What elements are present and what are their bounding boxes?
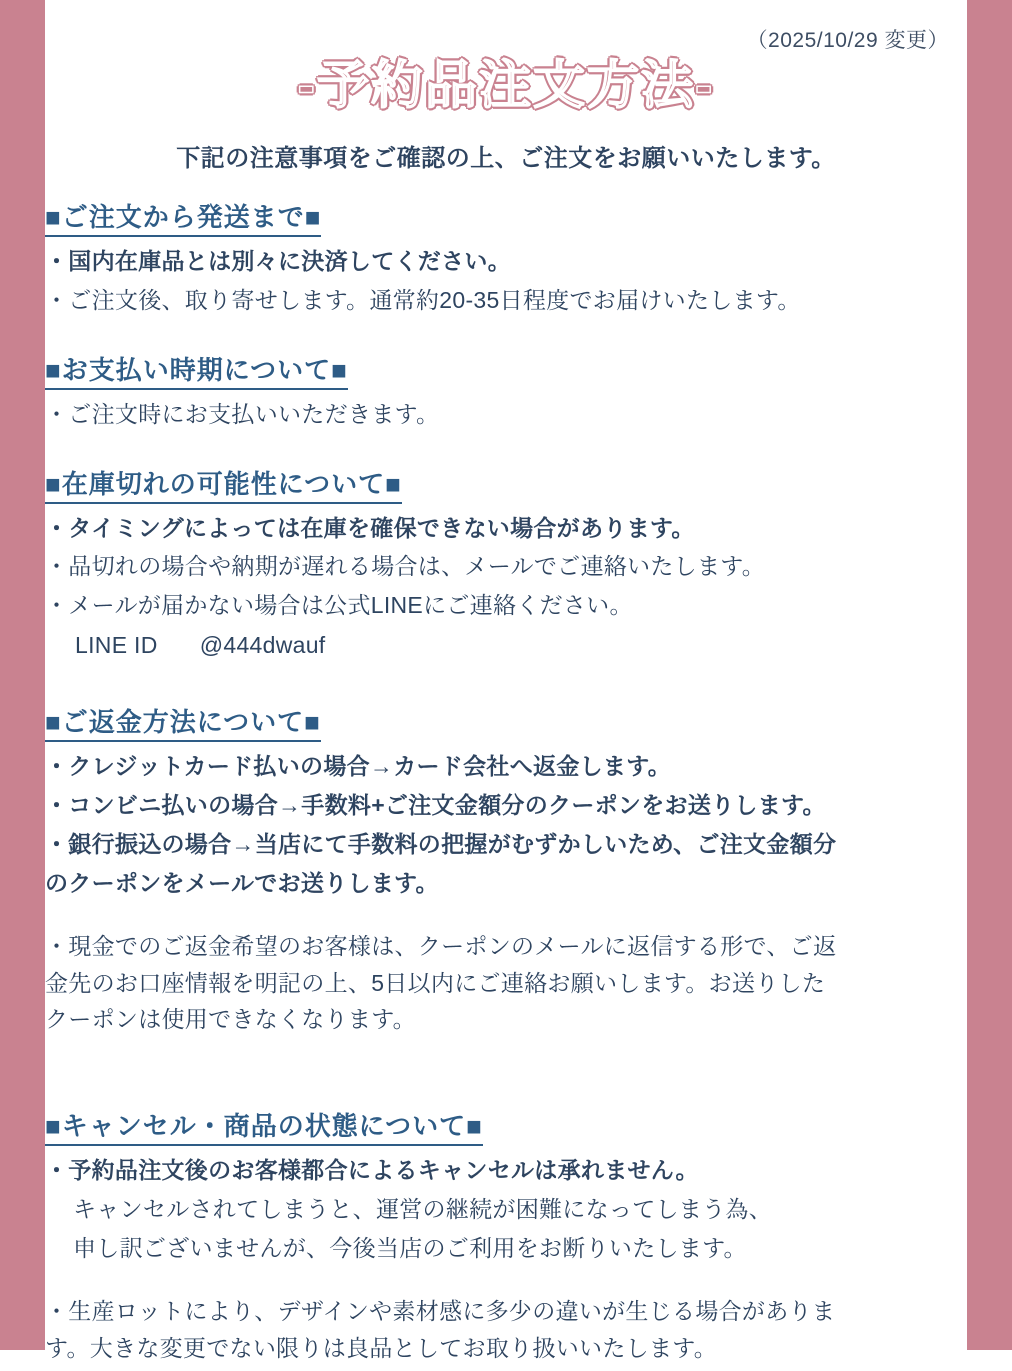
section-line: ・ご注文時にお支払いいただきます。 [45, 400, 440, 427]
section-line: のクーポンをメールでお送りします。 [45, 869, 439, 896]
page-subtitle: 下記の注意事項をご確認の上、ご注文をお願いいたします。 [176, 145, 836, 172]
section-line: ・ご注文後、取り寄せします。通常約20-35日程度でお届けいたします。 [45, 286, 801, 313]
section-line: ・予約品注文後のお客様都合によるキャンセルは承れません。 [45, 1157, 699, 1184]
section-line: ・銀行振込の場合→当店にて手数料の把握がむずかしいため、ご注文金額分 [45, 830, 837, 857]
section-order-to-shipping [45, 200, 982, 319]
section-note-line: 金先のお口座情報を明記の上、5日以内にご連絡お願いします。お送りした [45, 969, 826, 996]
left-decorative-band [0, 0, 45, 1350]
page-title: -予約品注文方法- [297, 57, 715, 115]
section-line: ・タイミングによっては在庫を確保できない場合があります。 [45, 514, 695, 541]
section-refund-method [45, 705, 982, 1037]
section-line: ・国内在庫品とは別々に決済してください。 [45, 248, 511, 275]
section-line: ・クレジットカード払いの場合→カード会社へ返金します。 [45, 753, 671, 780]
section-line: 申し訳ございませんが、今後当店のご利用をお断りいたします。 [73, 1234, 747, 1261]
line-id-row [45, 626, 982, 665]
section-payment-timing [45, 353, 982, 433]
section-cancellation-and-condition [45, 1109, 982, 1365]
line-id-label: LINE ID [75, 632, 158, 659]
section-line: キャンセルされてしまうと、運営の継続が困難になってしまう為、 [73, 1195, 772, 1222]
section-line: ・メールが届かない場合は公式LINEにご連絡ください。 [45, 592, 633, 619]
paragraph-spacer [45, 1268, 982, 1294]
section-note-line: ・生産ロットにより、デザインや素材感に多少の違いが生じる場合がありま [45, 1298, 836, 1325]
section-heading: ■ご注文から発送まで■ [45, 200, 321, 237]
paragraph-spacer [45, 903, 982, 929]
section-heading: ■在庫切れの可能性について■ [45, 467, 402, 504]
section-note-line: ・現金でのご返金希望のお客様は、クーポンのメールに返信する形で、ご返 [45, 933, 837, 960]
section-stock-availability [45, 467, 982, 666]
section-line: ・品切れの場合や納期が遅れる場合は、メールでご連絡いたします。 [45, 553, 765, 580]
section-line: ・コンビニ払いの場合→手数料+ご注文金額分のクーポンをお送りします。 [45, 792, 826, 819]
revision-date: （2025/10/29 変更） [746, 29, 949, 52]
line-id-value: @444dwauf [199, 632, 326, 659]
section-heading: ■キャンセル・商品の状態について■ [45, 1109, 483, 1146]
sections-container [45, 200, 982, 1371]
section-note-line: す。大きな変更でない限りは良品としてお取り扱いいたします。 [45, 1334, 718, 1361]
section-heading: ■ご返金方法について■ [45, 705, 321, 742]
section-note-line: クーポンは使用できなくなります。 [45, 1006, 416, 1033]
section-heading: ■お支払い時期について■ [45, 353, 348, 390]
